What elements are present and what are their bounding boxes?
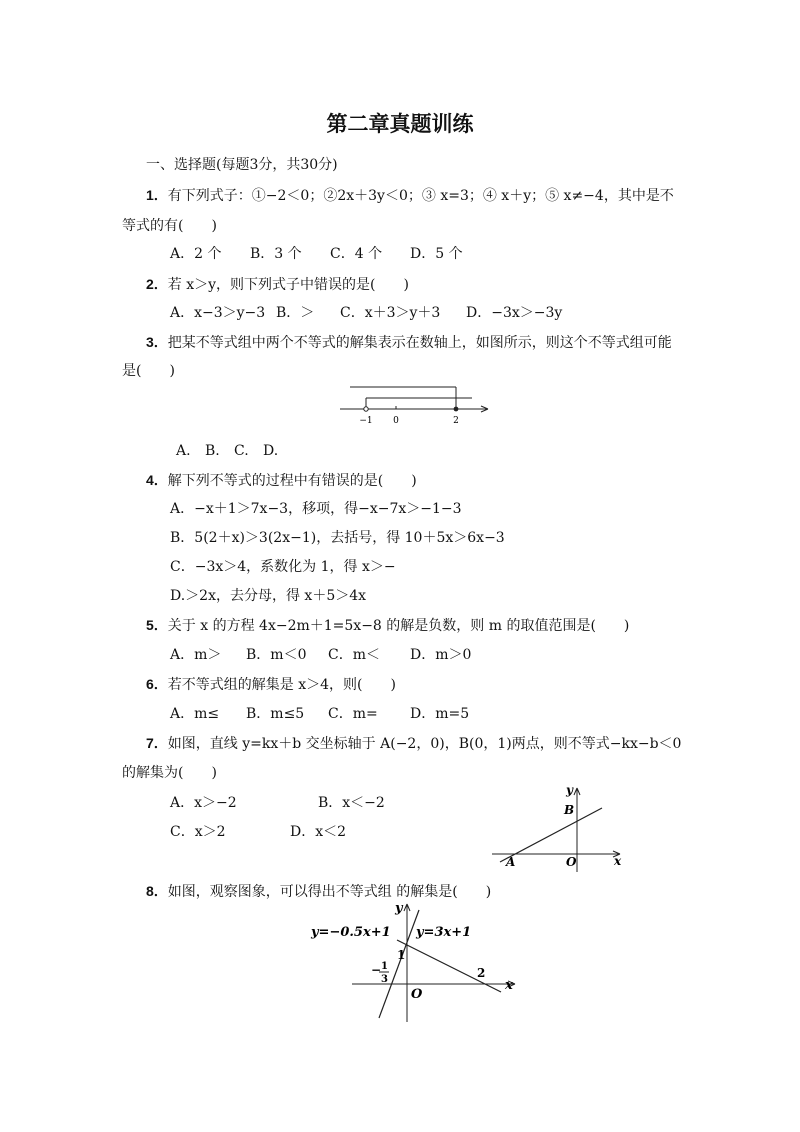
line-label-1: y=−0.5x+1 (311, 925, 391, 940)
question-text-continued: 的解集为( ) (122, 765, 217, 781)
option-a: A．m＞ (170, 647, 222, 663)
question-text-continued: 等式的有( ) (122, 218, 217, 234)
origin-label: O (566, 855, 577, 869)
option-c: C．x＞2 (170, 824, 226, 840)
question-number: 6． (146, 676, 168, 692)
fraction-denominator: 3 (381, 974, 388, 985)
question-number: 2． (146, 276, 168, 292)
option-d: D．m=5 (410, 706, 470, 722)
option-a: A．x＞−2 (170, 795, 237, 811)
question-number: 4． (146, 472, 168, 488)
question-number: 8． (146, 883, 168, 899)
q8-line-graph (305, 898, 525, 1028)
question-text: 把某不等式组中两个不等式的解集表示在数轴上，如图所示，则这个不等式组可能 (167, 335, 672, 351)
x-axis-label: x (505, 978, 513, 993)
option-b: B．m≤5 (246, 706, 305, 722)
question-number: 1． (146, 187, 168, 203)
option-c: C．x＋3＞y＋3 (340, 305, 441, 321)
question-text: 有下列式子：①−2＜0；②2x＋3y＜0；③ x=3；④ x＋y；⑤ x≠−4，其中是不 (167, 188, 674, 204)
question-7 (146, 734, 681, 753)
option-d: D．−3x＞−3y (466, 305, 563, 321)
question-text-continued: 是( ) (122, 363, 175, 379)
option-b: B．5(2＋x)＞3(2x−1)，去括号，得 10＋5x＞6x−3 (170, 530, 505, 546)
option-b: B．3 个 (250, 246, 302, 262)
question-4 (146, 471, 417, 490)
option-b: B．m＜0 (246, 647, 307, 663)
option-a: A．−x＋1＞7x−3，移项，得−x−7x＞−1−3 (170, 501, 462, 517)
option-a: A．2 个 (170, 246, 222, 262)
option-c: C. (234, 443, 249, 459)
y-axis-label: y (566, 783, 573, 797)
fraction-numerator: 1 (381, 961, 388, 972)
tick-label: −1 (359, 416, 373, 426)
open-point-icon (364, 407, 368, 411)
option-d: D. (263, 443, 279, 459)
option-c: C．m＜ (328, 647, 380, 663)
option-a: A. (176, 443, 191, 459)
question-text: 若 x＞y，则下列式子中错误的是( ) (167, 277, 409, 293)
option-b: B．＞ (276, 305, 315, 321)
option-c: C．−3x＞4，系数化为 1，得 x＞− (170, 559, 396, 575)
question-text: 若不等式组的解集是 x＞4，则( ) (167, 677, 396, 693)
section-heading: 一、选择题(每题3分，共30分) (146, 157, 338, 173)
x-axis-label: x (614, 854, 622, 868)
point-b-label: B (564, 803, 575, 817)
option-c: C．m= (328, 706, 378, 722)
tick-label: 0 (393, 416, 399, 426)
x-intercept-label: 2 (477, 966, 486, 980)
option-a: A．m≤ (170, 706, 220, 722)
question-2 (146, 275, 409, 294)
question-5 (146, 616, 629, 635)
option-a: A．x−3＞y−3 (170, 305, 266, 321)
line-label-2: y=3x+1 (416, 925, 472, 940)
question-text: 解下列不等式的过程中有错误的是( ) (167, 473, 417, 489)
point-a-label: A (506, 855, 516, 869)
option-d: D．5 个 (410, 246, 463, 262)
question-text: 关于 x 的方程 4x−2m＋1=5x−8 的解是负数，则 m 的取值范围是( ) (167, 618, 630, 634)
fraction-minus-sign: − (371, 963, 382, 977)
option-d: D.＞2x，去分母，得 x＋5＞4x (170, 588, 367, 604)
page-title: 第二章真题训练 (326, 112, 474, 136)
question-number: 3． (146, 334, 168, 350)
q7-line-graph (488, 782, 628, 874)
question-text: 如图，观察图象，可以得出不等式组 的解集是( ) (167, 884, 492, 900)
question-text: 如图，直线 y=kx＋b 交坐标轴于 A(−2，0)，B(0，1)两点，则不等式−kx−b＜0 (167, 736, 682, 752)
closed-point-icon (454, 407, 459, 412)
question-6 (146, 675, 396, 694)
question-number: 5． (146, 617, 168, 633)
question-1 (146, 186, 674, 205)
option-d: D．x＜2 (290, 824, 347, 840)
option-b: B．x＜−2 (318, 795, 385, 811)
option-b: B. (205, 443, 220, 459)
origin-label: O (411, 987, 423, 1002)
option-c: C．4 个 (330, 246, 383, 262)
number-line-figure (330, 380, 500, 430)
question-3 (146, 333, 672, 352)
question-number: 7． (146, 735, 168, 751)
y-axis-label: y (395, 901, 403, 916)
y-intercept-label: 1 (397, 948, 406, 962)
tick-label: 2 (453, 416, 459, 426)
option-d: D．m＞0 (410, 647, 472, 663)
